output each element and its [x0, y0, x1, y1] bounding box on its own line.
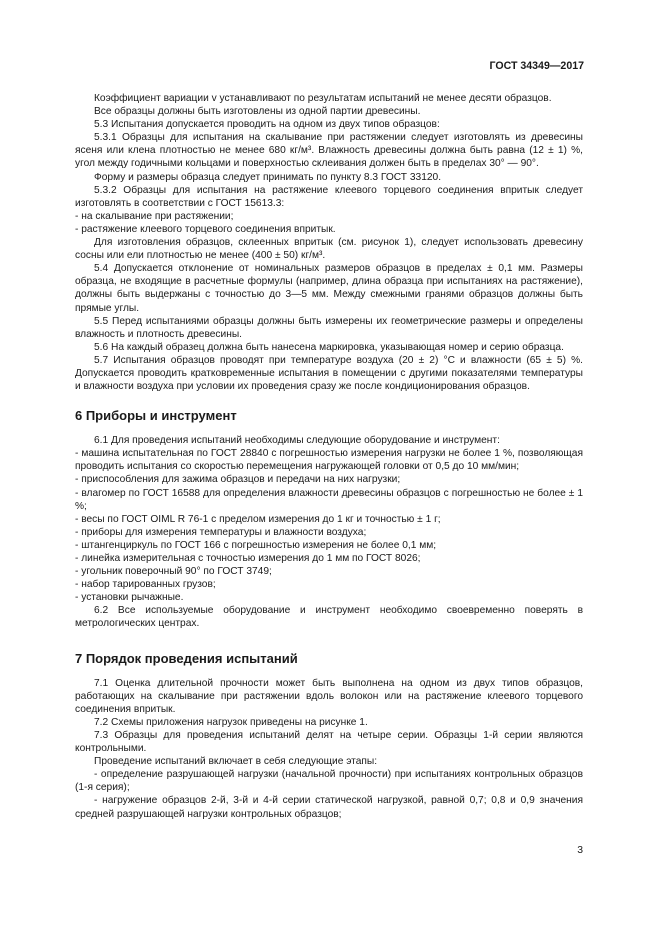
paragraph: 5.3.1 Образцы для испытания на скалывание при растяжении следует изготовлять из древесины ясеня или клена плотностью не менее 680 кг/м³. Влажность древесины должна быть равна (12 ± 1) %, угол между годичными кольцами и поверхностью склеивания должен быть в пределах 30° — 90°.	[75, 132, 583, 170]
section-heading: 7 Порядок проведения испытаний	[75, 650, 298, 666]
list-item: - набор тарированных грузов;	[75, 579, 216, 591]
paragraph: 5.5 Перед испытаниями образцы должны быть измерены их геометрические размеры и определены влажность и плотность древесины.	[75, 315, 583, 340]
list-item: - определение разрушающей нагрузки (начальной прочности) при испытаниях контрольных образцов (1-я серия);	[75, 769, 583, 794]
paragraph: 7.1 Оценка длительной прочности может быть выполнена на одном из двух типов образцов, работающих на скалывание при растяжении вдоль волокон или на растяжение клеевого торцевого соединения впритык.	[75, 677, 583, 715]
paragraph: 5.7 Испытания образцов проводят при температуре воздуха (20 ± 2) °С и влажности (65 ± 5) %. Допускается проводить кратковременные испытания в помещении с другими показателями температуры и влажности воздуха при условии их проведения сразу же после кондиционирования образцов.	[75, 354, 583, 393]
list-item: - нагружение образцов 2-й, 3-й и 4-й серии статической нагрузкой, равной 0,7; 0,8 и 0,9 значения средней разрушающей нагрузки контрольных образцов;	[75, 795, 583, 820]
section-5-content	[75, 92, 583, 393]
paragraph: 5.4 Допускается отклонение от номинальных размеров образцов в пределах ± 0,1 мм. Размеры образца, не входящие в расчетные формулы (например, длина образца при испытаниях на растяжение), должны быть выдержаны с точностью до 3—5 мм. Между смежными гранями образцов должны быть прямые углы.	[75, 263, 583, 314]
paragraph: 6.2 Все используемые оборудование и инструмент необходимо своевременно поверять в метрологических центрах.	[75, 605, 583, 630]
paragraph: 5.6 На каждый образец должна быть нанесена маркировка, указывающая номер и серию образца.	[94, 341, 564, 353]
list-item: - штангенциркуль по ГОСТ 166 с погрешностью измерения не более 0,1 мм;	[75, 539, 437, 551]
list-item: - линейка измерительная с точностью измерения до 1 мм по ГОСТ 8026;	[75, 553, 421, 564]
page-number: 3	[577, 845, 583, 856]
paragraph: 7.3 Образцы для проведения испытаний делят на четыре серии. Образцы 1-й серии являются контрольными.	[75, 729, 583, 755]
paragraph: Коэффициент вариации v устанавливают по результатам испытаний не менее десяти образцов.	[94, 93, 552, 104]
list-item: - приспособления для зажима образцов и передачи на них нагрузки;	[75, 474, 401, 486]
list-item: - установки рычажные.	[75, 592, 184, 604]
document-header: ГОСТ 34349—2017	[489, 60, 584, 72]
paragraph: Все образцы должны быть изготовлены из одной партии древесины.	[94, 106, 421, 118]
paragraph: Для изготовления образцов, склеенных впритык (см. рисунок 1), следует использовать древесину сосны или ели плотностью не менее (400 ± 50) кг/м³.	[75, 237, 583, 262]
paragraph: Форму и размеры образца следует принимать по пункту 8.3 ГОСТ 33120.	[94, 171, 442, 183]
section-6-content	[75, 434, 583, 630]
paragraph: 5.3.2 Образцы для испытания на растяжение клеевого торцевого соединения впритык следует изготовлять в соответствии с ГОСТ 15613.3:	[75, 184, 583, 209]
list-item: - весы по ГОСТ OIML R 76-1 с пределом измерения до 1 кг и точностью ± 1 г;	[75, 513, 441, 525]
paragraph: 7.2 Схемы приложения нагрузок приведены на рисунке 1.	[94, 716, 368, 728]
list-item: - приборы для измерения температуры и влажности воздуха;	[75, 526, 367, 538]
list-item: - угольник поверочный 90° по ГОСТ 3749;	[75, 566, 272, 578]
document-body	[75, 92, 583, 821]
paragraph: Проведение испытаний включает в себя следующие этапы:	[94, 756, 378, 768]
section-heading: 6 Приборы и инструмент	[75, 408, 237, 424]
list-item: - растяжение клеевого торцевого соединения впритык.	[75, 223, 336, 235]
paragraph: 6.1 Для проведения испытаний необходимы следующие оборудование и инструмент:	[94, 435, 500, 447]
paragraph: 5.3 Испытания допускается проводить на одном из двух типов образцов:	[94, 119, 440, 131]
list-item: - машина испытательная по ГОСТ 28840 с погрешностью измерения нагрузки не более 1 %, позволяющая проводить испытания со скоростью перемещения нагружающей головки от 0,5 до 10 мм/мин;	[75, 448, 583, 473]
section-7-content	[75, 677, 583, 821]
list-item: - влагомер по ГОСТ 16588 для определения влажности древесины образцов с погрешностью не более ± 1 %;	[75, 487, 583, 512]
list-item: - на скалывание при растяжении;	[75, 210, 234, 222]
